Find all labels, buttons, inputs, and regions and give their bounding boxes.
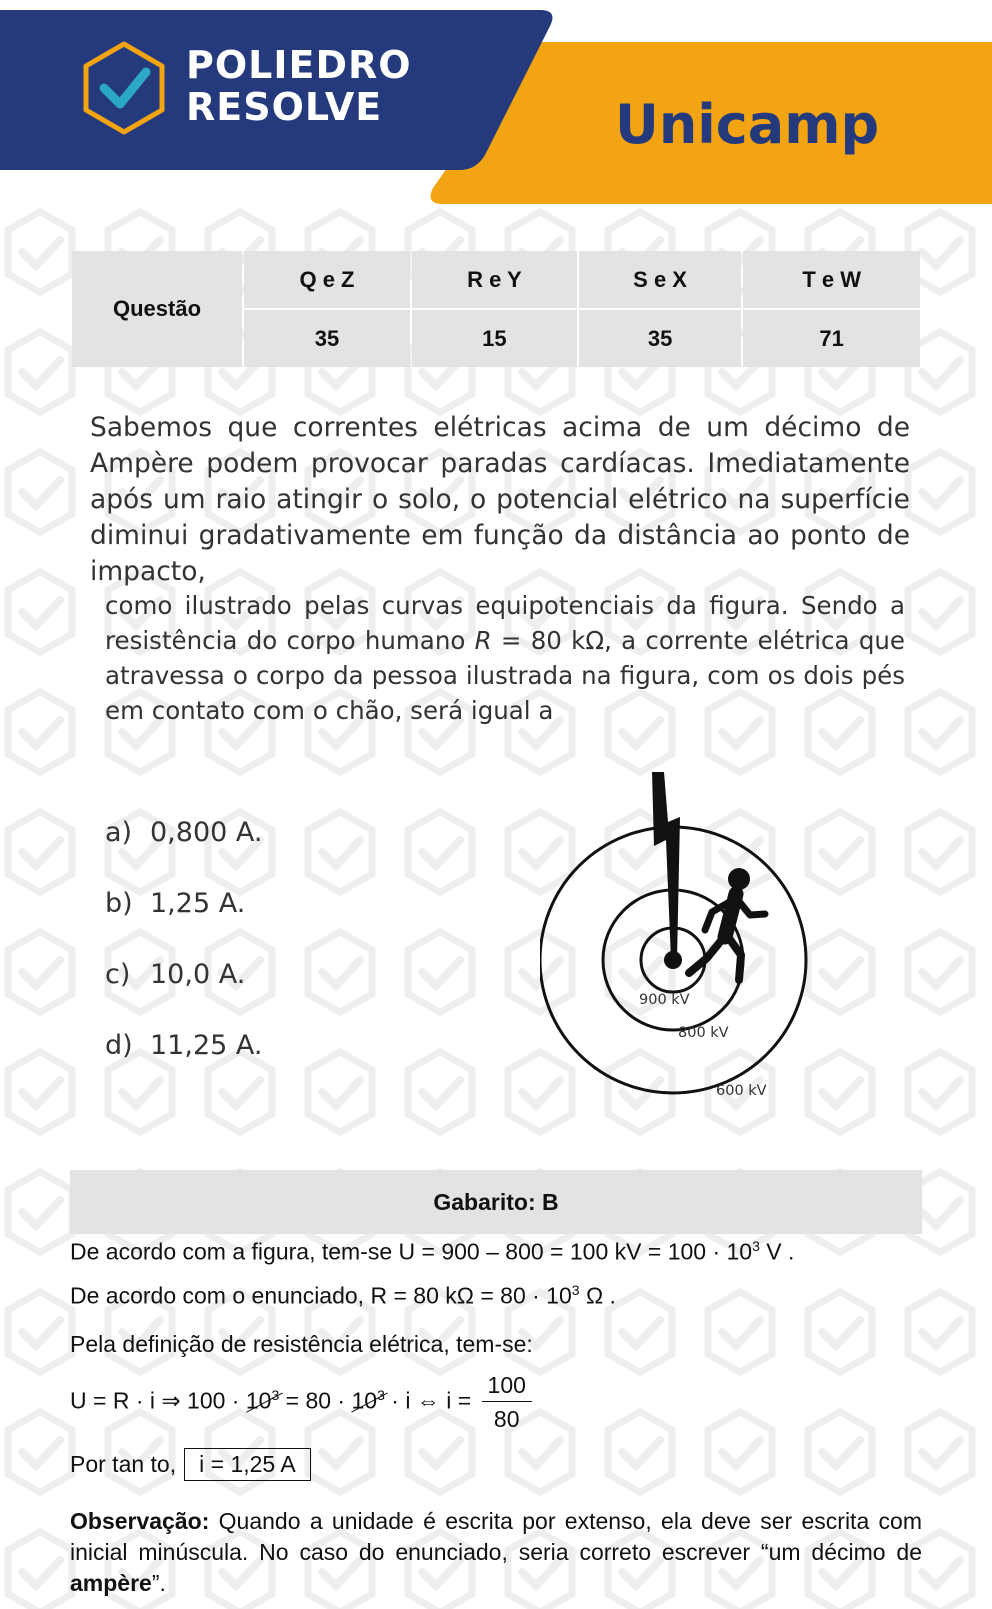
observation-text: ”. bbox=[151, 1570, 166, 1596]
fraction bbox=[482, 1372, 532, 1433]
potential-label-600: 600 kV bbox=[716, 1083, 767, 1099]
final-answer-box: i = 1,25 A bbox=[184, 1448, 311, 1481]
option-text: 1,25 A. bbox=[150, 888, 246, 919]
unit-text: V . bbox=[759, 1238, 795, 1265]
brand-line1: POLIEDRO bbox=[186, 43, 412, 87]
version-code: T e W bbox=[743, 251, 920, 308]
exponent: 3 bbox=[571, 1282, 580, 1298]
observation-label: Observação: bbox=[70, 1508, 210, 1534]
question-table bbox=[70, 249, 922, 369]
option-letter: b) bbox=[105, 888, 133, 919]
conclusion-line bbox=[70, 1448, 922, 1481]
exam-title: Unicamp bbox=[615, 93, 880, 156]
option-text: 10,0 A. bbox=[150, 959, 246, 990]
cancelled-power: $10^3$ bbox=[351, 1386, 385, 1414]
potential-label-900: 900 kV bbox=[639, 992, 690, 1008]
option-b bbox=[105, 888, 245, 919]
question-number: 71 bbox=[743, 310, 920, 367]
cancelled-power: $10^3$ bbox=[245, 1386, 280, 1414]
equation-part: · i ⇔ i = bbox=[384, 1387, 478, 1414]
observation-text: Quando a unidade é escrita por extenso, ela deve ser escrita com inicial minúscula. No caso do enunciado, seria correto escrever “um décimo de bbox=[70, 1508, 922, 1565]
check-badge-icon bbox=[80, 40, 168, 136]
question-label: Questão bbox=[72, 251, 242, 367]
equation-part: = 80 · bbox=[279, 1387, 352, 1414]
option-a bbox=[105, 817, 262, 848]
potential-label-800: 800 kV bbox=[678, 1025, 729, 1041]
solution-line-3: Pela definição de resistência elétrica, tem-se: bbox=[70, 1331, 533, 1357]
option-text: 0,800 A. bbox=[150, 817, 263, 848]
question-text: como ilustrado pelas curvas equipotenciais da figura. Sendo a resistência do corpo humano bbox=[105, 591, 905, 655]
option-letter: d) bbox=[105, 1030, 133, 1061]
question-number: 35 bbox=[244, 310, 410, 367]
conclusion-label: Por tan to, bbox=[70, 1451, 177, 1477]
observation-note bbox=[70, 1506, 922, 1599]
option-text: 11,25 A. bbox=[150, 1030, 263, 1061]
fraction-denominator: 80 bbox=[493, 1406, 520, 1432]
option-d bbox=[105, 1030, 262, 1061]
ohm-law-equation bbox=[70, 1372, 922, 1433]
question-number: 15 bbox=[412, 310, 577, 367]
question-number: 35 bbox=[579, 310, 741, 367]
question-text: = 80 kΩ, a corrente elétrica que atravessa o corpo da pessoa ilustrada na figura, com os dois pés em contato com o chão, será igual a bbox=[105, 626, 905, 725]
resistance-symbol: R bbox=[474, 626, 492, 655]
question-paragraph-2 bbox=[105, 588, 905, 728]
version-code: Q e Z bbox=[244, 251, 410, 308]
option-letter: c) bbox=[105, 959, 131, 990]
option-letter: a) bbox=[105, 817, 133, 848]
question-paragraph-1: Sabemos que correntes elétricas acima de um décimo de Ampère podem provocar paradas cardíacas. Imediatamente após um raio atingir o solo, o potencial elétrico na superfície diminui gradativamente em função da distância ao ponto de impacto, bbox=[90, 412, 910, 587]
equation-part: U = R · i ⇒ 100 · bbox=[70, 1387, 246, 1414]
answer-key-banner: Gabarito: B bbox=[70, 1170, 922, 1234]
option-c bbox=[105, 959, 245, 990]
solution-text: De acordo com a figura, tem-se U = 900 – 800 = 100 kV = 100 · 10 bbox=[70, 1238, 753, 1265]
observation-bold: ampère bbox=[70, 1570, 152, 1596]
unit-text: Ω . bbox=[579, 1282, 616, 1309]
running-person-icon bbox=[689, 868, 765, 980]
brand-line2: RESOLVE bbox=[186, 85, 383, 129]
solution-line-2 bbox=[70, 1282, 922, 1310]
solution-line-1 bbox=[70, 1238, 922, 1266]
solution-text: De acordo com o enunciado, R = 80 kΩ = 80 · 10 bbox=[70, 1282, 572, 1309]
fraction-numerator: 100 bbox=[482, 1372, 532, 1402]
brand-logo-text bbox=[186, 44, 412, 128]
version-code: R e Y bbox=[412, 251, 577, 308]
exponent: 3 bbox=[752, 1238, 760, 1254]
equipotential-figure bbox=[540, 772, 840, 1112]
version-code: S e X bbox=[579, 251, 741, 308]
